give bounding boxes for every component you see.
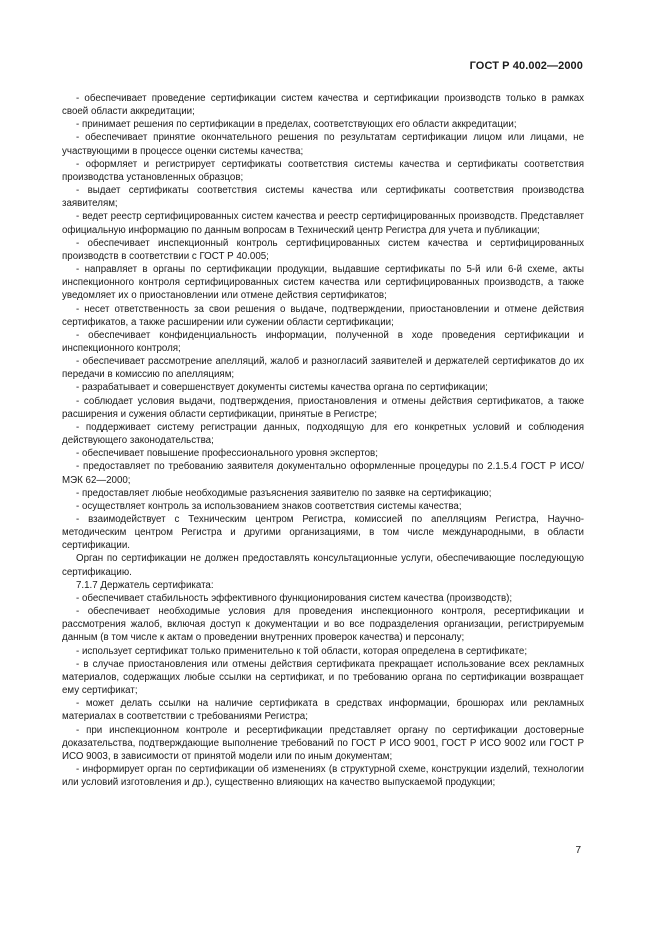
paragraph: - ведет реестр сертифицированных систем качества и реестр сертифицированных производств. Представляет официальную информацию по данным вопросам в Технический центр Регистра для учета и публикации;	[62, 211, 584, 236]
paragraph: - обеспечивает необходимые условия для проведения инспекционного контроля, ресертификации и рассмотрения жалоб, включая доступ к документации и во все подразделения организации, регистрируемым данным (в том числе к актам о проведении внутренних проверок качества) и персоналу;	[62, 606, 584, 644]
paragraph: - выдает сертификаты соответствия системы качества или сертификаты соответствия производства заявителям;	[62, 185, 584, 210]
paragraph: - осуществляет контроль за использованием знаков соответствия системы качества;	[76, 500, 462, 512]
paragraph: - может делать ссылки на наличие сертификата в средствах информации, брошюрах или рекламных материалах в соответствии с требованиями Регистра;	[62, 698, 584, 723]
paragraph: - обеспечивает инспекционный контроль сертифицированных систем качества и сертифицированных производств в соответствии с ГОСТ Р 40.005;	[62, 237, 584, 262]
paragraph: - обеспечивает проведение сертификации систем качества и сертификации производств только в рамках своей области аккредитации;	[62, 93, 584, 118]
paragraph: - несет ответственность за свои решения о выдаче, подтверждении, приостановлении и отмене действия сертификатов, а также расширении или сужении области сертификации;	[62, 303, 584, 328]
paragraph: Орган по сертификации не должен предоставлять консультационные услуги, обеспечивающие последующую сертификацию.	[62, 553, 584, 578]
paragraph: - предоставляет любые необходимые разъяснения заявителю по заявке на сертификацию;	[76, 487, 492, 499]
paragraph: - использует сертификат только применительно к той области, которая определена в сертификате;	[76, 645, 528, 657]
paragraph: - обеспечивает повышение профессионального уровня экспертов;	[76, 448, 378, 460]
paragraph: - предоставляет по требованию заявителя документально оформленные процедуры по 2.1.5.4 ГОСТ Р ИСО/МЭК 62—2000;	[62, 461, 584, 486]
paragraph: - соблюдает условия выдачи, подтверждения, приостановления и отмены действия сертификатов, а также расширения и сужения области сертификации, принятые в Регистре;	[62, 395, 584, 420]
paragraph: - при инспекционном контроле и ресертификации представляет органу по сертификации достоверные доказательства, подтверждающие выполнение требований по ГОСТ Р ИСО 9001, ГОСТ Р ИСО 9002 или ГОСТ Р ИСО 9003, в зависимости от принятой модели или по иным документам;	[62, 724, 584, 762]
section-heading: 7.1.7 Держатель сертификата:	[76, 579, 214, 591]
document-header: ГОСТ Р 40.002—2000	[469, 60, 583, 72]
paragraph: - обеспечивает стабильность эффективного функционирования систем качества (производств);	[76, 592, 513, 604]
paragraph: - обеспечивает конфиденциальность информации, полученной в ходе проведения сертификации и инспекционного контроля;	[62, 329, 584, 354]
paragraph: - информирует орган по сертификации об изменениях (в структурной схеме, конструкции изделий, технологии или условий изготовления и др.), существенно влияющих на качество выпускаемой продукции;	[62, 763, 584, 789]
paragraph: - оформляет и регистрирует сертификаты соответствия системы качества и сертификаты соответствия производства установленных образцов;	[62, 158, 584, 183]
paragraph: - обеспечивает рассмотрение апелляций, жалоб и разногласий заявителей и держателей сертификатов до их передачи в комиссию по апелляциям;	[62, 356, 584, 381]
page-number: 7	[575, 845, 581, 856]
paragraph: - в случае приостановления или отмены действия сертификата прекращает использование всех рекламных материалов, содержащих любые ссылки на сертификат, и по требованию органа по сертификации возвращает ему сертификат;	[62, 658, 584, 697]
paragraph: - принимает решения по сертификации в пределах, соответствующих его области аккредитации;	[76, 119, 517, 131]
document-body	[62, 92, 584, 789]
paragraph: - поддерживает систему регистрации данных, подходящую для его конкретных условий и соблюдения действующего законодательства;	[62, 421, 584, 447]
paragraph: - взаимодействует с Техническим центром Регистра, комиссией по апелляциям Регистра, Научно-методическим центром Регистра и другими организациями, в том числе международными, в области сертификации.	[62, 514, 584, 552]
paragraph: - разрабатывает и совершенствует документы системы качества органа по сертификации;	[76, 382, 488, 394]
paragraph: - обеспечивает принятие окончательного решения по результатам сертификации лицом или лицами, не участвующими в процессе оценки системы качества;	[62, 132, 584, 157]
paragraph: - направляет в органы по сертификации продукции, выдавшие сертификаты по 5-й или 6-й схеме, акты инспекционного контроля сертифицированных систем качества или сертифицированных производств, а также уведомляет их о приостановлении или отмене действия сертификатов;	[62, 264, 584, 302]
